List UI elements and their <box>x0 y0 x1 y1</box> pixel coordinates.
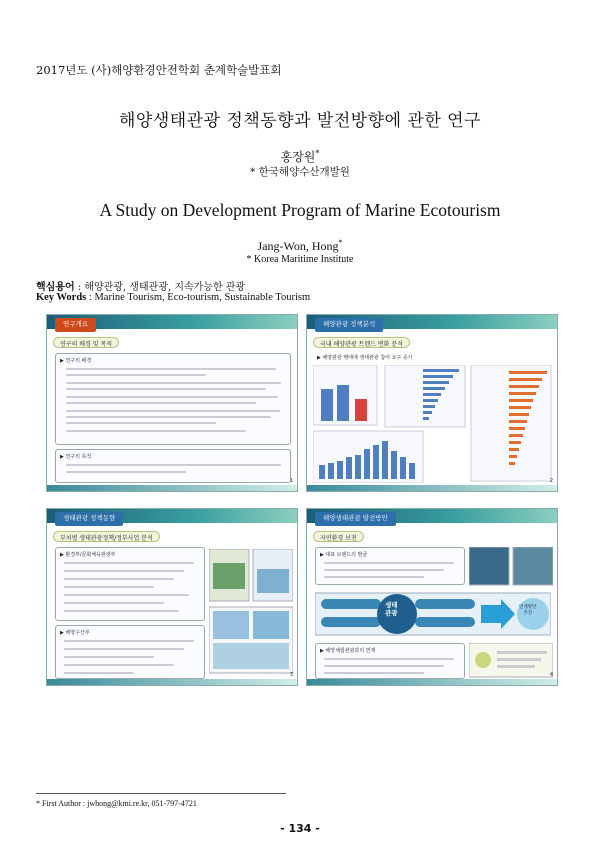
slide-page-number: 2 <box>549 478 553 484</box>
slide-heading: ▶ 연구의 배경 <box>60 358 92 364</box>
slide-section-title: 자연환경 보전 <box>313 531 364 542</box>
slide-heading: ▶ 대표 브랜드의 발굴 <box>320 552 368 558</box>
affiliation-korean: * 한국해양수산개발원 <box>250 166 350 178</box>
keywords-english <box>36 292 310 303</box>
slide-tag: 해양생태관광 발전방안 <box>315 512 396 526</box>
slide-heading: ▶ 환경부/문화체육관광부 <box>60 552 116 558</box>
slide-3 <box>46 508 298 686</box>
conference-header: 2017년도 (사)해양환경안전학회 춘계학술발표회 <box>36 63 282 77</box>
keywords-korean-label: 핵심용어 <box>36 282 75 293</box>
slide-heading: ▶ 해양관광 행태에 생태관광 참여 요구 증가 <box>317 355 413 361</box>
slide-page-number: 1 <box>289 478 293 484</box>
slide-1 <box>46 314 298 492</box>
slide-text-box <box>55 353 291 445</box>
slide-tag: 연구개요 <box>55 318 96 332</box>
slide-text-box <box>55 547 205 621</box>
slide-4 <box>306 508 558 686</box>
slide-page-number: 3 <box>289 672 293 678</box>
author-name-en: Jang-Won, Hong <box>257 239 339 253</box>
title-korean: 해양생태관광 정책동향과 발전방향에 관한 연구 <box>118 111 482 131</box>
diagram-right-label: 연계방안 추진 <box>519 605 537 616</box>
slide-footer-bar <box>47 679 297 685</box>
slide-2 <box>306 314 558 492</box>
slide-footer-bar <box>307 679 557 685</box>
keywords-korean <box>36 278 245 293</box>
slide-text-box <box>315 643 465 679</box>
author-mark-en: * <box>338 238 343 247</box>
keywords-english-text: : Marine Tourism, Eco-tourism, Sustainable Tourism <box>86 292 311 303</box>
page-number: - 134 - <box>280 822 320 835</box>
slide-heading: ▶ 연구의 목적 <box>60 454 92 460</box>
footnote-divider <box>36 793 286 794</box>
slide-tag: 해양관광 정책분석 <box>315 318 383 332</box>
slide-heading: ▶ 해양수산부 <box>60 630 90 636</box>
keywords-korean-text: : 해양관광, 생태관광, 지속가능한 관광 <box>74 282 246 293</box>
slide-charts-graphic <box>313 365 553 483</box>
slide-text-box <box>55 449 291 483</box>
slide-heading: ▶ 해양체험관광과의 연계 <box>320 648 376 654</box>
slide-photos-graphic <box>469 643 553 679</box>
author-name: 홍장원 <box>280 150 316 164</box>
author-korean <box>0 148 600 165</box>
diagram-center-label: 생태 관광 <box>385 601 398 617</box>
slide-footer-bar <box>307 485 557 491</box>
slide-tag: 생태관광 정책동향 <box>55 512 123 526</box>
keywords-english-label: Key Words <box>36 292 87 303</box>
slide-page-number: 4 <box>549 672 553 678</box>
slide-text-box <box>55 625 205 679</box>
slide-footer-bar <box>47 485 297 491</box>
slide-photos-graphic <box>209 549 293 677</box>
author-english <box>0 238 600 254</box>
slide-section-title: 부처별 생태관광정책/정부사업 분석 <box>53 531 160 542</box>
slide-photos-graphic <box>469 547 553 587</box>
slide-diagram <box>315 589 551 639</box>
title-english: A Study on Development Program of Marine Ecotourism <box>99 200 501 220</box>
slide-text-box <box>315 547 465 585</box>
slide-section-title: 국내 해양관광 트렌드 변화 분석 <box>313 337 410 348</box>
author-mark: * <box>315 149 320 158</box>
footnote: * First Author : jwhong@kmi.re.kr, 051-797-4721 <box>36 799 197 808</box>
affiliation-english: * Korea Maritime Institute <box>246 254 354 265</box>
slide-section-title: 연구의 배경 및 목적 <box>53 337 119 348</box>
